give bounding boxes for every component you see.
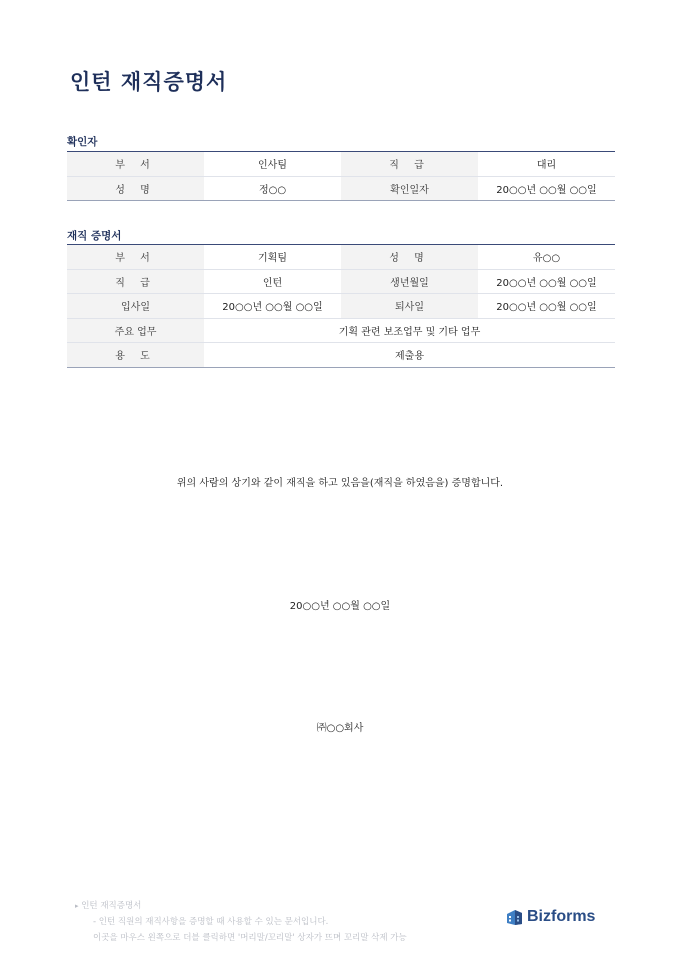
confirm-date-value: 20○○년 ○○월 ○○일 [478, 176, 615, 201]
rank-value: 대리 [478, 152, 615, 177]
rank-value: 인턴 [204, 269, 341, 294]
table-row [67, 343, 615, 368]
company-name: ㈜○○회사 [316, 723, 364, 734]
table-row [67, 294, 615, 319]
hire-date-value: 20○○년 ○○월 ○○일 [204, 294, 341, 319]
department-value: 기획팀 [204, 245, 341, 270]
hire-date-label: 입사일 [67, 294, 204, 319]
leave-date-label: 퇴사일 [341, 294, 478, 319]
certification-statement: 위의 사람의 상기와 같이 재직을 하고 있음을(재직을 하였음을) 증명합니다. [176, 478, 504, 489]
footer-line-2: - 인턴 직원의 재직사항을 증명할 때 사용할 수 있는 문서입니다. [93, 917, 329, 927]
name-label: 성 명 [67, 176, 204, 201]
certificate-table [67, 244, 615, 368]
purpose-label: 용 도 [67, 343, 204, 368]
leave-date-value: 20○○년 ○○월 ○○일 [478, 294, 615, 319]
purpose-value: 제출용 [204, 343, 615, 368]
triangle-bullet-icon: ▸ [75, 902, 79, 910]
birthdate-label: 생년월일 [341, 269, 478, 294]
footer-title: 인턴 재직증명서 [81, 901, 142, 911]
rank-label: 직 급 [67, 269, 204, 294]
confirm-date-label: 확인일자 [341, 176, 478, 201]
building-icon [506, 909, 523, 926]
confirmer-section-label: 확인자 [67, 136, 98, 148]
bizforms-logo [506, 908, 595, 926]
name-value: 유○○ [478, 245, 615, 270]
department-label: 부 서 [67, 152, 204, 177]
department-label: 부 서 [67, 245, 204, 270]
rank-label: 직 급 [341, 152, 478, 177]
table-row [67, 269, 615, 294]
issue-date: 20○○년 ○○월 ○○일 [289, 601, 391, 612]
table-row [67, 152, 615, 177]
table-row [67, 245, 615, 270]
certificate-section-label: 재직 증명서 [67, 230, 122, 242]
table-row [67, 318, 615, 343]
footer-line-3: 이곳을 마우스 왼쪽으로 더블 클릭하면 '머리말/꼬리말' 상자가 뜨며 꼬리말 삭제 가능 [93, 933, 407, 943]
footer-line-1 [75, 898, 407, 914]
duties-value: 기획 관련 보조업무 및 기타 업무 [204, 318, 615, 343]
name-value: 정○○ [204, 176, 341, 201]
document-title: 인턴 재직증명서 [70, 70, 228, 94]
department-value: 인사팀 [204, 152, 341, 177]
name-label: 성 명 [341, 245, 478, 270]
table-row [67, 176, 615, 201]
logo-text: Bizforms [527, 908, 596, 925]
footer-notes[interactable] [75, 898, 407, 946]
birthdate-value: 20○○년 ○○월 ○○일 [478, 269, 615, 294]
confirmer-table [67, 151, 615, 201]
duties-label: 주요 업무 [67, 318, 204, 343]
